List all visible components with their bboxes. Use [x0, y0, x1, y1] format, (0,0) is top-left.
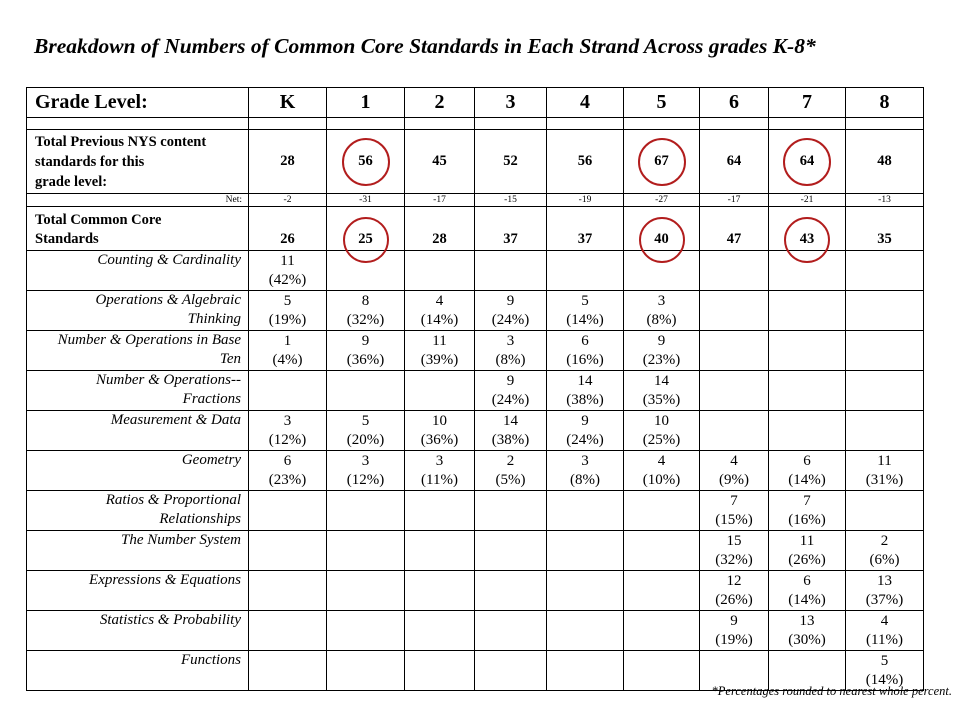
label-line: Standards [35, 231, 99, 247]
strand-cell [769, 611, 846, 651]
strand-row [27, 251, 924, 291]
count-value: 6 [581, 333, 589, 349]
count-value: 11 [877, 453, 892, 469]
strand-name [27, 531, 249, 571]
grade-header: 3 [475, 88, 547, 118]
label-line: Statistics & Probability [99, 612, 241, 628]
spacer-cell [700, 118, 769, 130]
percent-value: (4%) [272, 352, 303, 368]
strand-cell [700, 251, 769, 291]
count-value: 14 [654, 373, 669, 389]
footnote: *Percentages rounded to nearest whole percent. [711, 684, 952, 698]
previous-value: 56 [547, 130, 624, 194]
strand-row [27, 531, 924, 571]
strand-row [27, 411, 924, 451]
count-value: 10 [654, 413, 669, 429]
label-line: Fractions [182, 391, 241, 407]
net-row [27, 194, 924, 207]
spacer-cell [27, 118, 249, 130]
strand-cell [475, 531, 547, 571]
count-value: 5 [581, 293, 589, 309]
strand-name [27, 411, 249, 451]
strand-cell [846, 491, 924, 531]
strand-cell [624, 451, 700, 491]
net-value: -13 [846, 194, 924, 207]
strand-cell [624, 331, 700, 371]
strand-row [27, 611, 924, 651]
percent-value: (26%) [788, 552, 826, 568]
percent-value: (11%) [866, 632, 903, 648]
label-line: Ratios & Proportional [105, 492, 241, 508]
net-value: -21 [769, 194, 846, 207]
count-value: 5 [283, 293, 292, 309]
strand-cell [475, 411, 547, 451]
percent-value: (39%) [420, 352, 459, 368]
strand-cell [846, 571, 924, 611]
strand-cell [846, 251, 924, 291]
strand-cell [405, 611, 475, 651]
percent-value: (42%) [268, 272, 307, 288]
standards-table [26, 87, 924, 691]
strand-cell [475, 331, 547, 371]
strand-cell [249, 291, 327, 331]
strand-row [27, 371, 924, 411]
label-line: standards for this [35, 153, 145, 170]
percent-value: (23%) [642, 352, 681, 368]
strand-row [27, 571, 924, 611]
percent-value: (30%) [788, 632, 826, 648]
net-value: -19 [547, 194, 624, 207]
strand-cell [624, 571, 700, 611]
net-value: -17 [700, 194, 769, 207]
count-value: 3 [283, 413, 292, 429]
strand-cell [846, 451, 924, 491]
percent-value: (9%) [719, 472, 749, 488]
count-value: 2 [506, 453, 515, 469]
count-value: 7 [803, 493, 811, 509]
grade-header: 7 [769, 88, 846, 118]
label-line: Number & Operations-- [96, 372, 241, 388]
percent-value: (23%) [268, 472, 307, 488]
strand-cell [769, 491, 846, 531]
strand-cell [327, 491, 405, 531]
count-value: 9 [657, 333, 666, 349]
common-core-value: 43 [769, 207, 846, 251]
grade-header: 6 [700, 88, 769, 118]
net-label: Net: [27, 194, 249, 207]
percent-value: (24%) [491, 392, 530, 408]
spacer-cell [475, 118, 547, 130]
strand-cell [700, 491, 769, 531]
strand-cell [475, 251, 547, 291]
count-value: 10 [432, 413, 447, 429]
count-value: 2 [880, 533, 889, 549]
strand-cell [405, 531, 475, 571]
count-value: 11 [799, 533, 815, 549]
strand-cell [475, 651, 547, 691]
strand-cell [769, 451, 846, 491]
count-value: 13 [877, 573, 892, 589]
strand-cell [249, 571, 327, 611]
strand-cell [769, 411, 846, 451]
strand-cell [327, 571, 405, 611]
strand-cell [547, 611, 624, 651]
common-core-value: 47 [700, 207, 769, 251]
percent-value: (16%) [566, 352, 604, 368]
strand-cell [846, 371, 924, 411]
strand-cell [846, 531, 924, 571]
count-value: 15 [726, 533, 742, 549]
percent-value: (5%) [495, 472, 526, 488]
strand-cell [475, 371, 547, 411]
percent-value: (24%) [491, 312, 530, 328]
net-value: -2 [249, 194, 327, 207]
percent-value: (11%) [421, 472, 458, 488]
percent-value: (8%) [646, 312, 677, 328]
percent-value: (19%) [715, 632, 753, 648]
strand-cell [846, 611, 924, 651]
strand-cell [327, 331, 405, 371]
strand-cell [327, 411, 405, 451]
label-line: The Number System [121, 532, 241, 548]
strand-cell [547, 651, 624, 691]
strand-cell [547, 411, 624, 451]
strand-cell [327, 651, 405, 691]
strand-cell [769, 571, 846, 611]
common-core-value: 37 [475, 207, 547, 251]
strand-name [27, 651, 249, 691]
common-core-value: 37 [547, 207, 624, 251]
net-value: -31 [327, 194, 405, 207]
previous-value: 64 [700, 130, 769, 194]
previous-value: 28 [249, 130, 327, 194]
strand-cell [700, 331, 769, 371]
label-line: Functions [181, 652, 241, 668]
strand-cell [405, 371, 475, 411]
label-line: Total Common Core [35, 212, 162, 228]
percent-value: (15%) [715, 512, 753, 528]
percent-value: (16%) [788, 512, 826, 528]
percent-value: (38%) [566, 392, 604, 408]
strand-cell [700, 611, 769, 651]
percent-value: (38%) [491, 432, 530, 448]
strand-cell [327, 531, 405, 571]
label-line: Number & Operations in Base [57, 332, 241, 348]
count-value: 4 [435, 293, 444, 309]
count-value: 3 [657, 293, 666, 309]
strand-name [27, 251, 249, 291]
label-line: Geometry [181, 452, 241, 468]
grade-level-label: Grade Level: [27, 88, 249, 118]
count-value: 6 [803, 573, 811, 589]
strand-cell [475, 611, 547, 651]
label-line: Thinking [187, 311, 241, 327]
strand-cell [405, 331, 475, 371]
strand-cell [769, 531, 846, 571]
count-value: 8 [361, 293, 370, 309]
grade-header: 5 [624, 88, 700, 118]
count-value: 3 [435, 453, 444, 469]
strand-cell [700, 531, 769, 571]
label-line: Total Previous NYS content [35, 133, 207, 150]
count-value: 4 [730, 453, 738, 469]
common-core-label [27, 207, 249, 251]
percent-value: (14%) [788, 592, 826, 608]
percent-value: (32%) [715, 552, 753, 568]
strand-cell [547, 251, 624, 291]
percent-value: (10%) [642, 472, 681, 488]
strand-cell [700, 291, 769, 331]
spacer-cell [249, 118, 327, 130]
strand-cell [547, 531, 624, 571]
strand-cell [624, 491, 700, 531]
spacer-row [27, 118, 924, 130]
page-title: Breakdown of Numbers of Common Core Standards in Each Strand Across grades K-8* [34, 34, 816, 58]
common-core-value: 28 [405, 207, 475, 251]
count-value: 7 [730, 493, 738, 509]
percent-value: (36%) [346, 352, 385, 368]
label-line: grade level: [35, 173, 108, 190]
count-value: 14 [577, 373, 593, 389]
previous-value: 56 [327, 130, 405, 194]
percent-value: (14%) [788, 472, 826, 488]
grade-header: 8 [846, 88, 924, 118]
previous-value: 67 [624, 130, 700, 194]
label-line: Operations & Algebraic [95, 292, 241, 308]
count-value: 5 [880, 653, 889, 669]
strand-cell [327, 291, 405, 331]
strand-cell [249, 371, 327, 411]
strand-name [27, 331, 249, 371]
header-row [27, 88, 924, 118]
count-value: 3 [506, 333, 515, 349]
label-line: Counting & Cardinality [97, 252, 241, 268]
strand-name [27, 571, 249, 611]
label-line: Relationships [159, 511, 241, 527]
percent-value: (12%) [346, 472, 385, 488]
spacer-cell [547, 118, 624, 130]
strand-cell [700, 411, 769, 451]
percent-value: (35%) [642, 392, 681, 408]
label-line: Expressions & Equations [89, 572, 241, 588]
percent-value: (14%) [420, 312, 459, 328]
strand-cell [327, 251, 405, 291]
strand-cell [405, 291, 475, 331]
common-core-value: 25 [327, 207, 405, 251]
grade-header: 4 [547, 88, 624, 118]
strand-cell [405, 651, 475, 691]
spacer-cell [405, 118, 475, 130]
strand-cell [249, 491, 327, 531]
strand-cell [846, 291, 924, 331]
strand-row [27, 451, 924, 491]
strand-cell [846, 331, 924, 371]
previous-standards-label [27, 130, 249, 194]
percent-value: (36%) [420, 432, 459, 448]
strand-cell [249, 411, 327, 451]
strand-cell [624, 611, 700, 651]
strand-cell [249, 331, 327, 371]
net-value: -27 [624, 194, 700, 207]
count-value: 9 [581, 413, 589, 429]
strand-cell [624, 291, 700, 331]
count-value: 11 [280, 253, 295, 269]
strand-cell [249, 531, 327, 571]
previous-value: 52 [475, 130, 547, 194]
grade-header: 2 [405, 88, 475, 118]
percent-value: (31%) [865, 472, 904, 488]
strand-cell [700, 371, 769, 411]
common-core-value: 35 [846, 207, 924, 251]
percent-value: (25%) [642, 432, 681, 448]
strand-name [27, 611, 249, 651]
count-value: 4 [657, 453, 666, 469]
strand-cell [475, 291, 547, 331]
count-value: 14 [503, 413, 518, 429]
strand-cell [475, 451, 547, 491]
percent-value: (24%) [566, 432, 604, 448]
spacer-cell [327, 118, 405, 130]
label-line: Ten [219, 351, 241, 367]
strand-cell [405, 571, 475, 611]
strand-cell [624, 651, 700, 691]
strand-cell [700, 571, 769, 611]
common-core-row [27, 207, 924, 251]
previous-value: 48 [846, 130, 924, 194]
net-value: -17 [405, 194, 475, 207]
strand-cell [405, 251, 475, 291]
strand-cell [624, 371, 700, 411]
strand-cell [327, 451, 405, 491]
strand-cell [769, 331, 846, 371]
strand-name [27, 291, 249, 331]
spacer-cell [846, 118, 924, 130]
grade-header: 1 [327, 88, 405, 118]
strand-cell [547, 291, 624, 331]
count-value: 9 [730, 613, 738, 629]
count-value: 6 [283, 453, 292, 469]
count-value: 1 [283, 333, 292, 349]
strand-cell [547, 491, 624, 531]
spacer-cell [769, 118, 846, 130]
common-core-value: 40 [624, 207, 700, 251]
previous-value: 64 [769, 130, 846, 194]
strand-cell [624, 531, 700, 571]
count-value: 3 [361, 453, 370, 469]
strand-cell [547, 571, 624, 611]
count-value: 13 [799, 613, 815, 629]
count-value: 5 [361, 413, 370, 429]
grade-header: K [249, 88, 327, 118]
net-value: -15 [475, 194, 547, 207]
spacer-cell [624, 118, 700, 130]
count-value: 9 [506, 373, 515, 389]
count-value: 3 [581, 453, 589, 469]
strand-cell [624, 251, 700, 291]
percent-value: (26%) [715, 592, 753, 608]
percent-value: (12%) [268, 432, 307, 448]
count-value: 9 [506, 293, 515, 309]
strand-cell [327, 611, 405, 651]
count-value: 9 [361, 333, 370, 349]
strand-cell [624, 411, 700, 451]
strand-cell [846, 411, 924, 451]
strand-cell [249, 651, 327, 691]
strand-cell [547, 451, 624, 491]
count-value: 12 [726, 573, 742, 589]
strand-cell [475, 571, 547, 611]
strand-name [27, 371, 249, 411]
label-line: Measurement & Data [110, 412, 241, 428]
strand-cell [547, 371, 624, 411]
strand-row [27, 491, 924, 531]
strand-name [27, 491, 249, 531]
strand-cell [327, 371, 405, 411]
percent-value: (14%) [865, 672, 904, 688]
strand-row [27, 291, 924, 331]
common-core-value: 26 [249, 207, 327, 251]
percent-value: (6%) [869, 552, 900, 568]
percent-value: (37%) [865, 592, 904, 608]
percent-value: (20%) [346, 432, 385, 448]
count-value: 11 [432, 333, 447, 349]
strand-row [27, 331, 924, 371]
percent-value: (8%) [495, 352, 526, 368]
previous-value: 45 [405, 130, 475, 194]
strand-name [27, 451, 249, 491]
count-value: 6 [803, 453, 811, 469]
strand-cell [547, 331, 624, 371]
strand-cell [769, 371, 846, 411]
percent-value: (32%) [346, 312, 385, 328]
previous-standards-row [27, 130, 924, 194]
strand-cell [405, 411, 475, 451]
percent-value: (14%) [566, 312, 604, 328]
strand-cell [249, 251, 327, 291]
strand-cell [405, 491, 475, 531]
strand-cell [769, 291, 846, 331]
percent-value: (19%) [268, 312, 307, 328]
strand-cell [769, 251, 846, 291]
count-value: 4 [880, 613, 889, 629]
strand-cell [700, 451, 769, 491]
strand-cell [249, 451, 327, 491]
strand-cell [475, 491, 547, 531]
percent-value: (8%) [570, 472, 600, 488]
strand-cell [405, 451, 475, 491]
strand-cell [249, 611, 327, 651]
